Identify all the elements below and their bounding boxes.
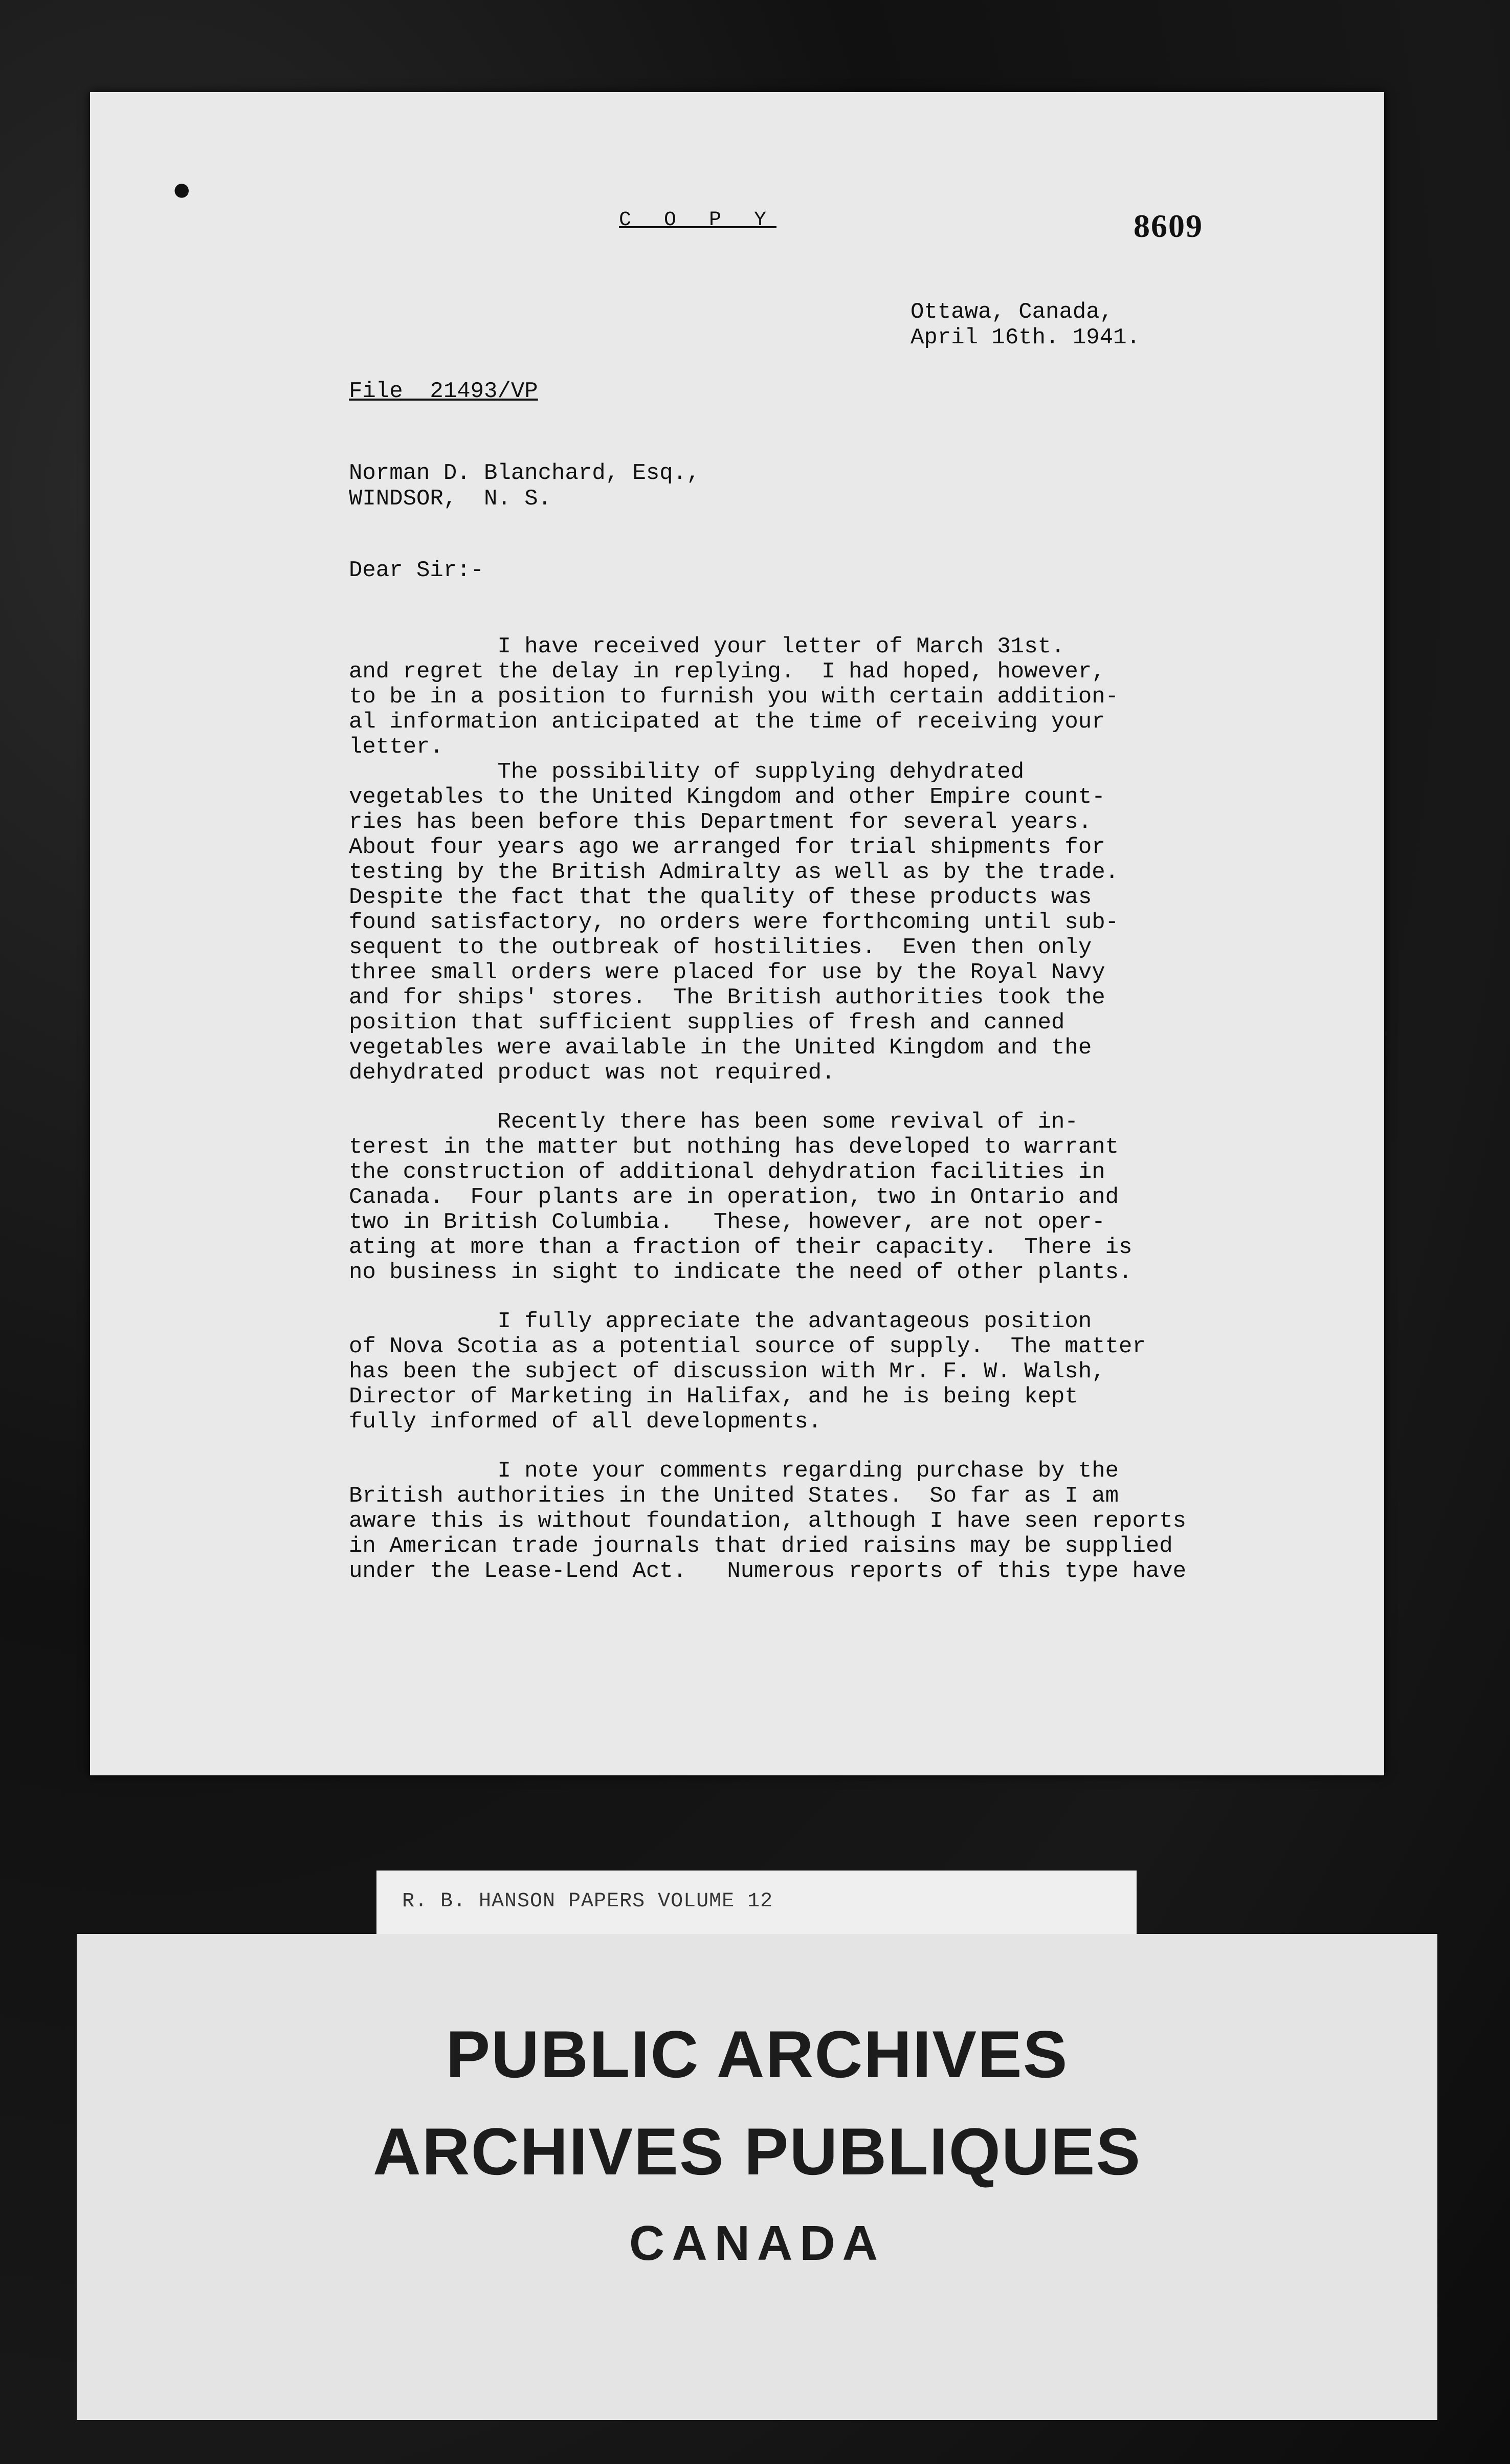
addressee-block [349,460,700,512]
page-number: 8609 [1134,208,1203,244]
text-line: fully informed of all developments. [349,1409,822,1435]
text-line: aware this is without foundation, although I have seen reports [349,1508,1187,1534]
ink-mark-icon: ● [172,173,192,210]
text-line: two in British Columbia. These, however, are not oper- [349,1209,1105,1235]
paragraph [349,1110,1186,1285]
text-line: vegetables to the United Kingdom and other Empire count- [349,784,1105,810]
text-line: About four years ago we arranged for trial shipments for [349,834,1105,860]
text-line: and regret the delay in replying. I had hoped, however, [349,659,1105,685]
text-line: vegetables were available in the United Kingdom and the [349,1035,1092,1061]
text-line: has been the subject of discussion with Mr. F. W. Walsh, [349,1359,1105,1384]
text-line: ating at more than a fraction of their capacity. There is [349,1235,1132,1260]
text-line: the construction of additional dehydration facilities in [349,1159,1105,1185]
text-line: I note your comments regarding purchase by the [349,1458,1119,1484]
text-line: of Nova Scotia as a potential source of supply. The matter [349,1334,1146,1359]
file-reference: File 21493/VP [349,379,538,404]
paragraph [349,1459,1186,1584]
text-line: ries has been before this Department for several years. [349,809,1092,835]
archive-title-english: PUBLIC ARCHIVES [446,2017,1069,2092]
text-line: Director of Marketing in Halifax, and he is being kept [349,1384,1078,1410]
text-line: position that sufficient supplies of fresh and canned [349,1010,1065,1036]
collection-label [376,1871,1137,1934]
text-line: and for ships' stores. The British authorities took the [349,985,1105,1010]
date-block [911,299,1140,350]
archive-title-french: ARCHIVES PUBLIQUES [372,2114,1142,2189]
date-line: Ottawa, Canada, [911,299,1114,325]
text-line: letter. [349,734,443,760]
letter-page [90,92,1384,1775]
text-line: I fully appreciate the advantageous position [349,1309,1092,1334]
paragraph [349,1309,1186,1435]
text-line: in American trade journals that dried raisins may be supplied [349,1533,1173,1559]
addressee-line: Norman D. Blanchard, Esq., [349,460,700,486]
text-line: testing by the British Admiralty as well as by the trade. [349,860,1119,885]
text-line: I have received your letter of March 31st. [349,634,1065,659]
text-line: al information anticipated at the time of receiving your [349,709,1105,735]
text-line: Recently there has been some revival of in- [349,1109,1078,1135]
text-line: no business in sight to indicate the need of other plants. [349,1260,1132,1285]
text-line: under the Lease-Lend Act. Numerous reports of this type have [349,1558,1187,1584]
salutation: Dear Sir:- [349,558,484,583]
archive-card [77,1934,1437,2420]
letter-body [349,634,1186,1584]
archive-country: CANADA [629,2216,885,2271]
text-line: dehydrated product was not required. [349,1060,835,1086]
text-line: Canada. Four plants are in operation, two in Ontario and [349,1184,1119,1210]
text-line: British authorities in the United States. So far as I am [349,1483,1119,1509]
text-line: sequent to the outbreak of hostilities. Even then only [349,935,1092,960]
text-line: to be in a position to furnish you with certain addition- [349,684,1119,710]
paragraph [349,634,1186,760]
text-line: found satisfactory, no orders were forthcoming until sub- [349,910,1119,935]
copy-heading: C O P Y [619,209,777,232]
text-line: three small orders were placed for use by the Royal Navy [349,960,1105,985]
collection-label-text: R. B. HANSON PAPERS VOLUME 12 [402,1890,773,1913]
text-line: Despite the fact that the quality of these products was [349,885,1092,910]
paragraph [349,760,1186,1086]
addressee-line: WINDSOR, N. S. [349,486,552,512]
date-line: April 16th. 1941. [911,325,1140,350]
text-line: The possibility of supplying dehydrated [349,759,1025,785]
text-line: terest in the matter but nothing has developed to warrant [349,1134,1119,1160]
